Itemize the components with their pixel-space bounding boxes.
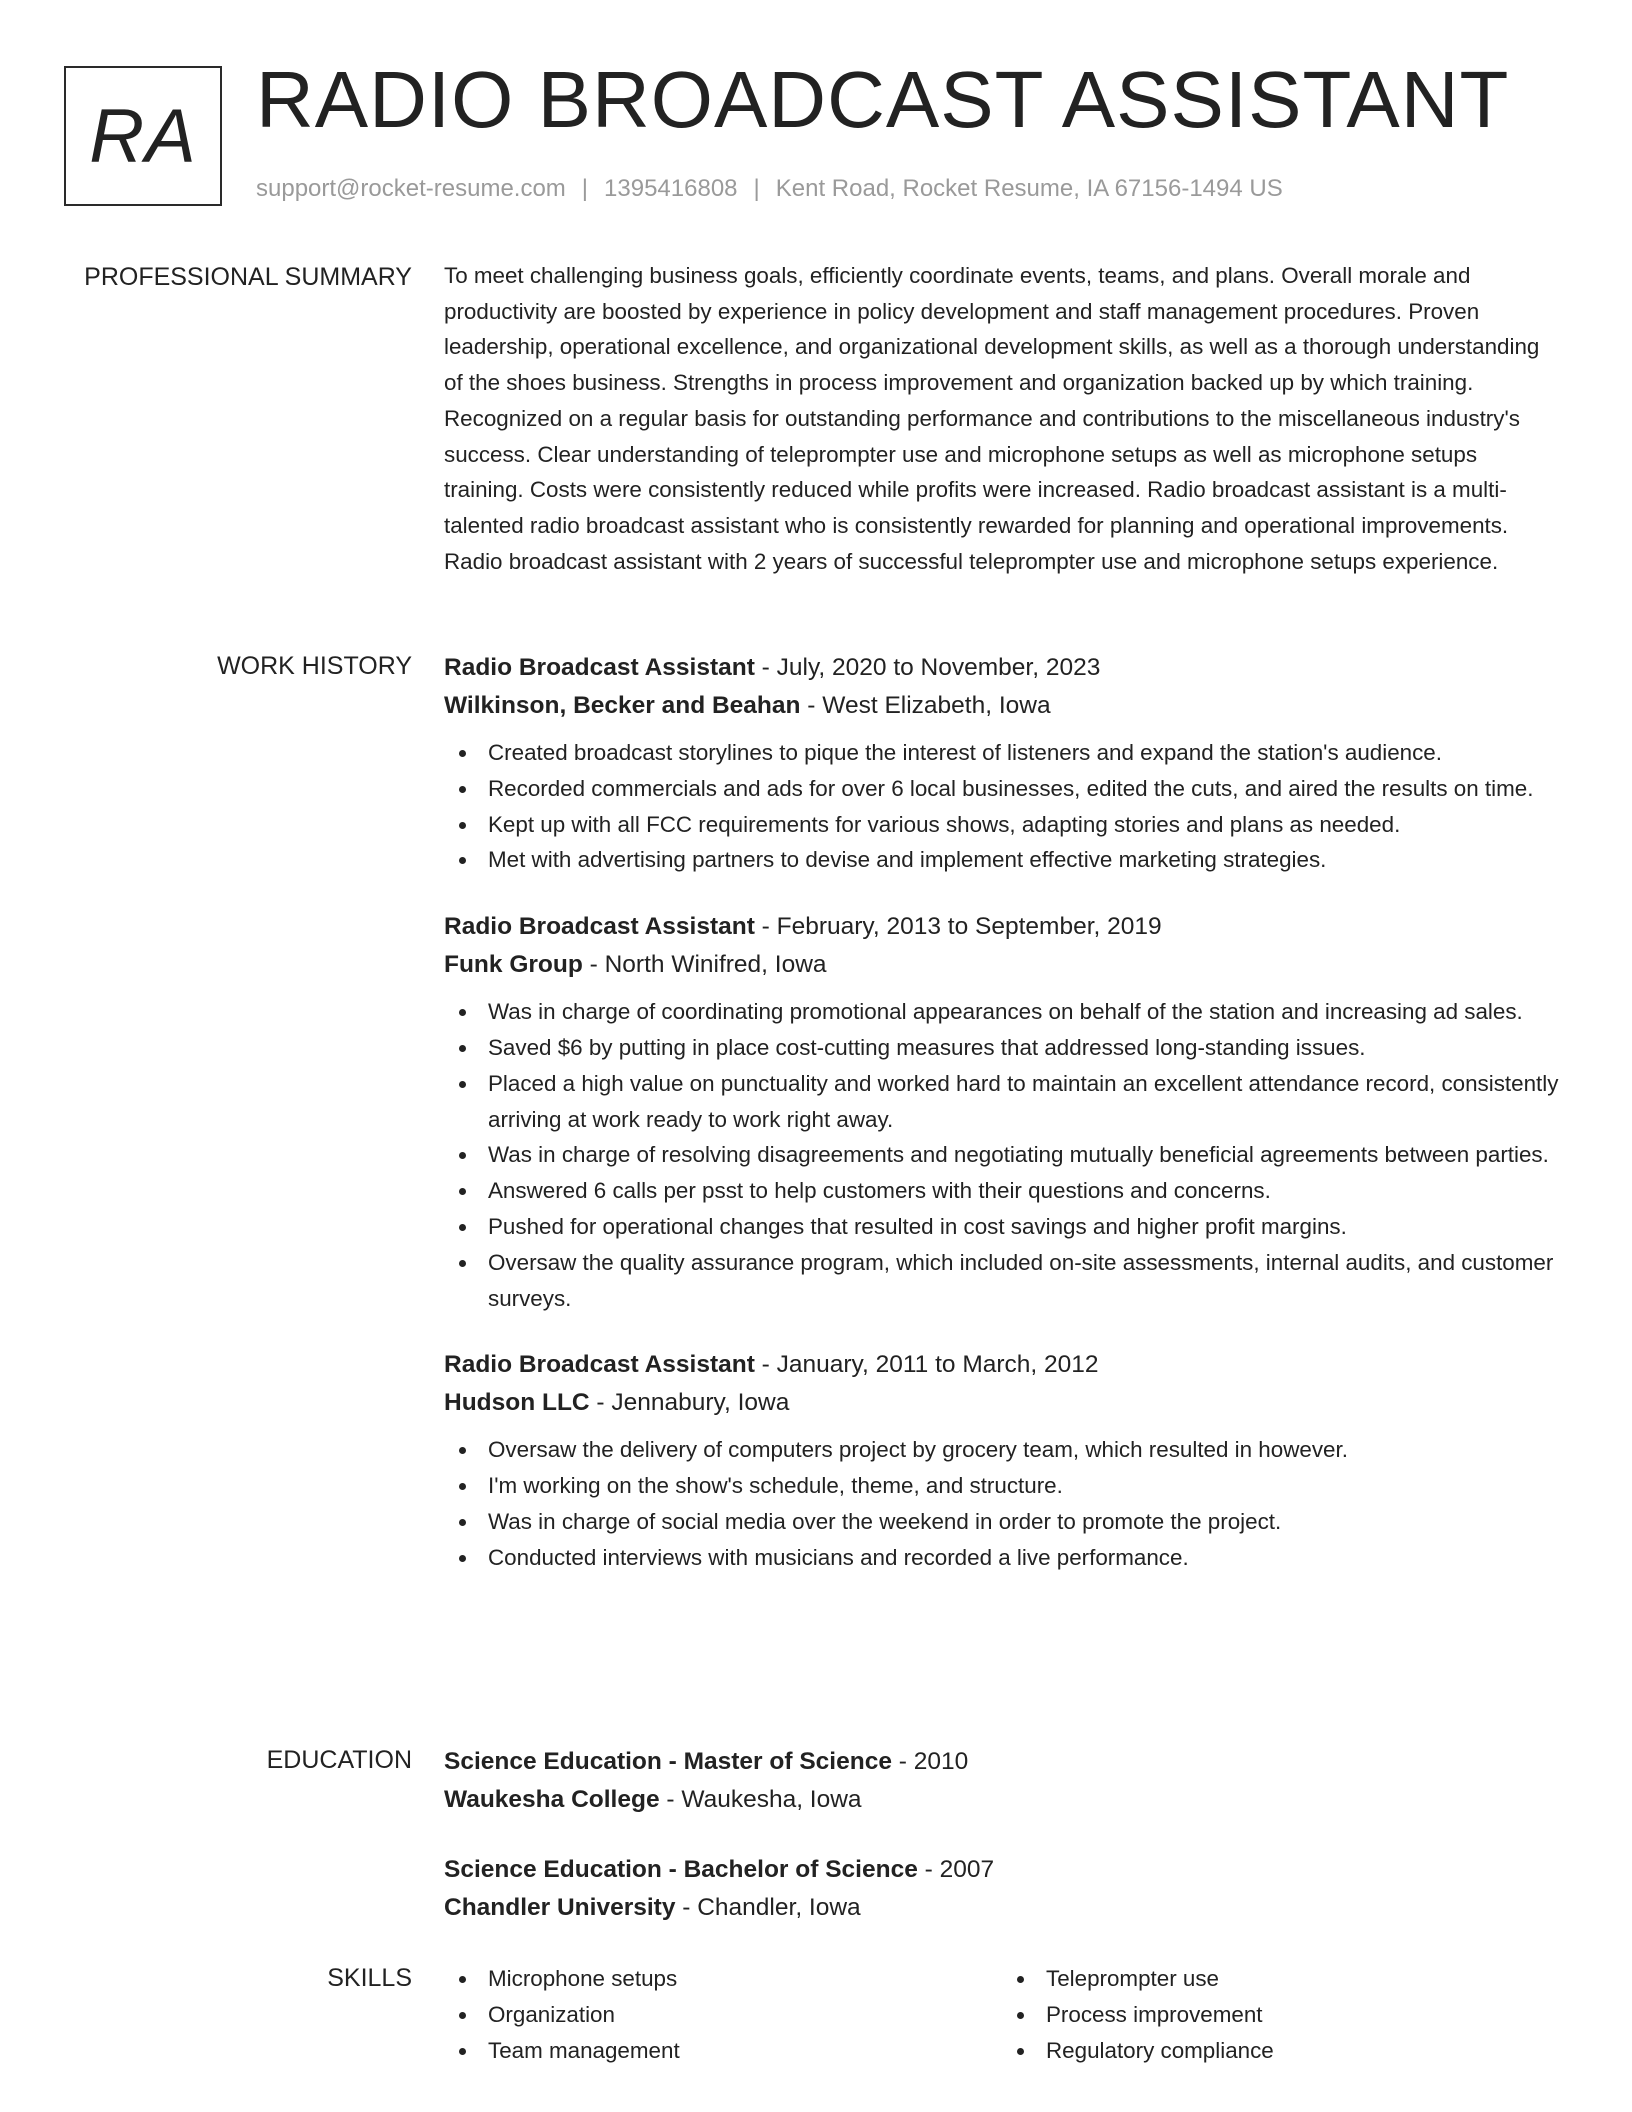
job-company: Funk Group [444,951,583,979]
contact-separator: | [581,175,589,202]
job-dates: - February, 2013 to September, 2019 [754,913,1162,941]
phone-text: 1395416808 [604,175,738,202]
job-entry [444,649,1560,878]
email-text: support@rocket-resume.com [256,175,566,202]
skill-item: Teleprompter use [1046,1961,1560,1997]
summary-body [444,258,1560,579]
job-entry [444,908,1560,1316]
education-body [444,1743,1560,1959]
school-location: - Chandler, Iowa [675,1894,861,1921]
job-location: - Jennabury, Iowa [589,1389,790,1417]
job-company-line [444,687,1560,725]
degree-year: - 2007 [917,1856,995,1883]
degree-line [444,1851,1560,1889]
job-entry [444,1346,1560,1575]
job-company: Wilkinson, Becker and Beahan [444,692,801,719]
list-item: Created broadcast storylines to pique the interest of listeners and expand the station's audience. [488,735,1560,771]
school-name: Waukesha College [444,1786,660,1813]
skills-right-list [1002,1961,1560,2068]
list-item: Met with advertising partners to devise and implement effective marketing strategies. [488,842,1560,878]
degree-line [444,1743,1560,1781]
list-item: Conducted interviews with musicians and recorded a live performance. [488,1540,1560,1576]
list-item: Pushed for operational changes that resulted in cost savings and higher profit margins. [488,1209,1560,1245]
skill-item: Microphone setups [488,1961,1002,1997]
list-item: Placed a high value on punctuality and worked hard to maintain an excellent attendance record, consistently arriving at work ready to work right away. [488,1066,1560,1138]
work-history-heading: WORK HISTORY [217,652,412,680]
school-line [444,1889,1560,1927]
list-item: Answered 6 calls per psst to help customers with their questions and concerns. [488,1173,1560,1209]
education-heading: EDUCATION [266,1746,412,1774]
list-item: Saved $6 by putting in place cost-cutting measures that addressed long-standing issues. [488,1030,1560,1066]
job-dates: - July, 2020 to November, 2023 [754,654,1101,681]
job-title-line [444,1346,1560,1384]
skill-item: Organization [488,1997,1002,2033]
skills-heading: SKILLS [327,1964,412,1992]
degree-name: Science Education - Master of Science [444,1748,892,1775]
summary-text: To meet challenging business goals, efficiently coordinate events, teams, and plans. Overall morale and productivity are boosted by experience in policy development and staff management procedures. Proven leadership, operational excellence, and organizational development skills, as well as a thorough understanding of the shoes business. Strengths in process improvement and organization backed up by which training. Recognized on a regular basis for outstanding performance and contributions to the miscellaneous industry's success. Clear understanding of teleprompter use and microphone setups as well as microphone setups training. Costs were consistently reduced while profits were increased. Radio broadcast assistant is a multi-talented radio broadcast assistant who is consistently rewarded for planning and operational improvements. Radio broadcast assistant with 2 years of successful teleprompter use and microphone setups experience. [444,263,1540,574]
job-location: - North Winifred, Iowa [582,951,827,979]
degree-year: - 2010 [891,1748,969,1775]
initials-text: RA [89,93,197,179]
list-item: Recorded commercials and ads for over 6 local businesses, edited the cuts, and aired the results on time. [488,771,1560,807]
job-location: - West Elizabeth, Iowa [800,692,1051,719]
job-bullets [444,1432,1560,1575]
job-company: Hudson LLC [444,1389,590,1417]
list-item: Oversaw the quality assurance program, which included on-site assessments, internal audits, and customer surveys. [488,1245,1560,1317]
contact-line [256,174,1283,204]
skills-body [444,1961,1560,2068]
job-role: Radio Broadcast Assistant [444,913,755,941]
education-entry [444,1743,1560,1819]
list-item: I'm working on the show's schedule, theme, and structure. [488,1468,1560,1504]
summary-heading: PROFESSIONAL SUMMARY [84,263,412,291]
skill-item: Process improvement [1046,1997,1560,2033]
school-name: Chandler University [444,1894,676,1921]
job-role: Radio Broadcast Assistant [444,1351,755,1379]
skill-item: Regulatory compliance [1046,2033,1560,2069]
list-item: Was in charge of social media over the weekend in order to promote the project. [488,1504,1560,1540]
skill-item: Team management [488,2033,1002,2069]
job-company-line [444,1384,1560,1422]
skills-left-list [444,1961,1002,2068]
list-item: Oversaw the delivery of computers project by grocery team, which resulted in however. [488,1432,1560,1468]
list-item: Was in charge of resolving disagreements and negotiating mutually beneficial agreements between parties. [488,1137,1560,1173]
job-title-line [444,649,1560,687]
initials-monogram [64,66,222,206]
list-item: Kept up with all FCC requirements for various shows, adapting stories and plans as needed. [488,807,1560,843]
education-entry [444,1851,1560,1927]
school-location: - Waukesha, Iowa [659,1786,862,1813]
contact-separator: | [753,175,760,202]
work-history-body [444,649,1560,1606]
resume-title: RADIO BROADCAST ASSISTANT [256,55,1510,144]
school-line [444,1781,1560,1819]
job-role: Radio Broadcast Assistant [444,654,755,681]
job-dates: - January, 2011 to March, 2012 [754,1351,1099,1379]
degree-name: Science Education - Bachelor of Science [444,1856,918,1883]
address-text: Kent Road, Rocket Resume, IA 67156-1494 US [775,175,1283,202]
job-company-line [444,946,1560,984]
job-bullets [444,994,1560,1316]
job-title-line [444,908,1560,946]
list-item: Was in charge of coordinating promotional appearances on behalf of the station and increasing ad sales. [488,994,1560,1030]
job-bullets [444,735,1560,878]
